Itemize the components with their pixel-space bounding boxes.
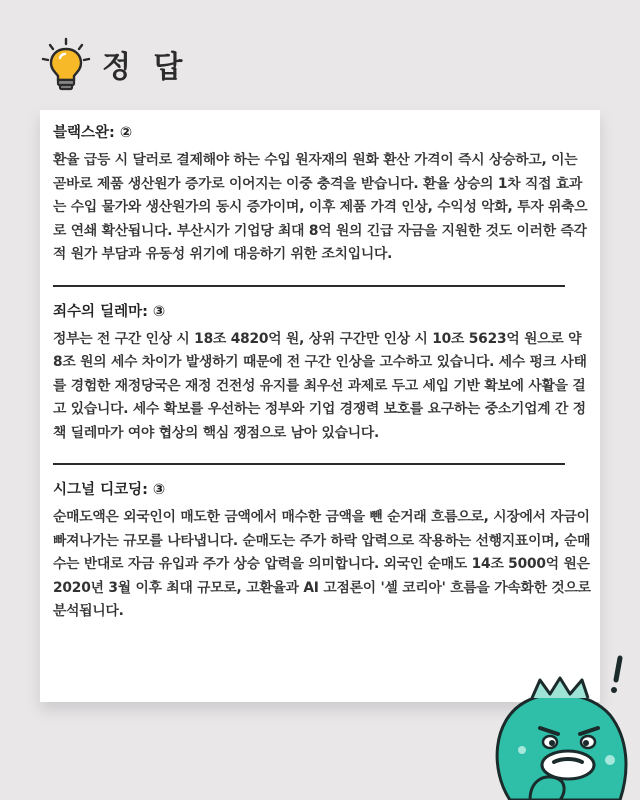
answer-section-black-swan: [53, 122, 593, 267]
dinosaur-mascot: [470, 650, 640, 800]
page-header: [38, 36, 188, 92]
section-body: 정부는 전 구간 인상 시 18조 4820억 원, 상위 구간만 인상 시 10조 5623억 원으로 약 8조 원의 세수 차이가 발생하기 때문에 전 구간 인상을 고수하고 있습니다. 세수 펑크 사태를 경험한 재정당국은 재정 건전성 유지를 최우선 과제로 두고 세입 기반 확보에 사활을 걸고 있습니다. 세수 확보를 우선하는 정부와 기업 경쟁력 보호를 요구하는 중소기업계 간 정책 딜레마가 여야 협상의 핵심 쟁점으로 남아 있습니다.: [53, 330, 587, 441]
answer-section-prisoners-dilemma: [53, 301, 593, 446]
section-heading: 시그널 디코딩: ③: [53, 482, 166, 498]
section-heading: 죄수의 딜레마: ③: [53, 303, 166, 320]
section-body: 순매도액은 외국인이 매도한 금액에서 매수한 금액을 뺀 순거래 흐름으로, 시장에서 자금이 빠져나가는 규모를 나타냅니다. 순매도는 주가 하락 압력으로 작용하는 선행지표이며, 순매수는 반대로 자금 유입과 주가 상승 압력을 의미합니다. 외국인 순매도 14조 5000억 원은 2020년 3월 이후 최대 규모로, 고환율과 AI 고점론이 '셀 코리아' 흐름을 가속화한 것으로 분석됩니다.: [53, 509, 591, 619]
page-title: 정 답: [102, 50, 189, 85]
section-heading: 블랙스완: ②: [53, 125, 133, 141]
answer-section-signal-decoding: [53, 479, 593, 624]
section-divider: [53, 285, 565, 287]
lightbulb-icon: [38, 36, 94, 92]
section-divider: [53, 463, 565, 465]
answer-card: [40, 110, 600, 702]
section-body: 환율 급등 시 달러로 결제해야 하는 수입 원자재의 원화 환산 가격이 즉시 상승하고, 이는 곧바로 제품 생산원가 증가로 이어지는 이중 충격을 받습니다. 환율 상승의 1차 직접 효과는 수입 물가와 생산원가의 동시 증가이며, 이후 제품 가격 인상, 수익성 악화, 투자 위축으로 연쇄 확산됩니다. 부산시가 기업당 최대 8억 원의 긴급 자금을 지원한 것도 이러한 즉각적 원가 부담과 유동성 위기에 대응하기 위한 조치입니다.: [53, 152, 588, 262]
